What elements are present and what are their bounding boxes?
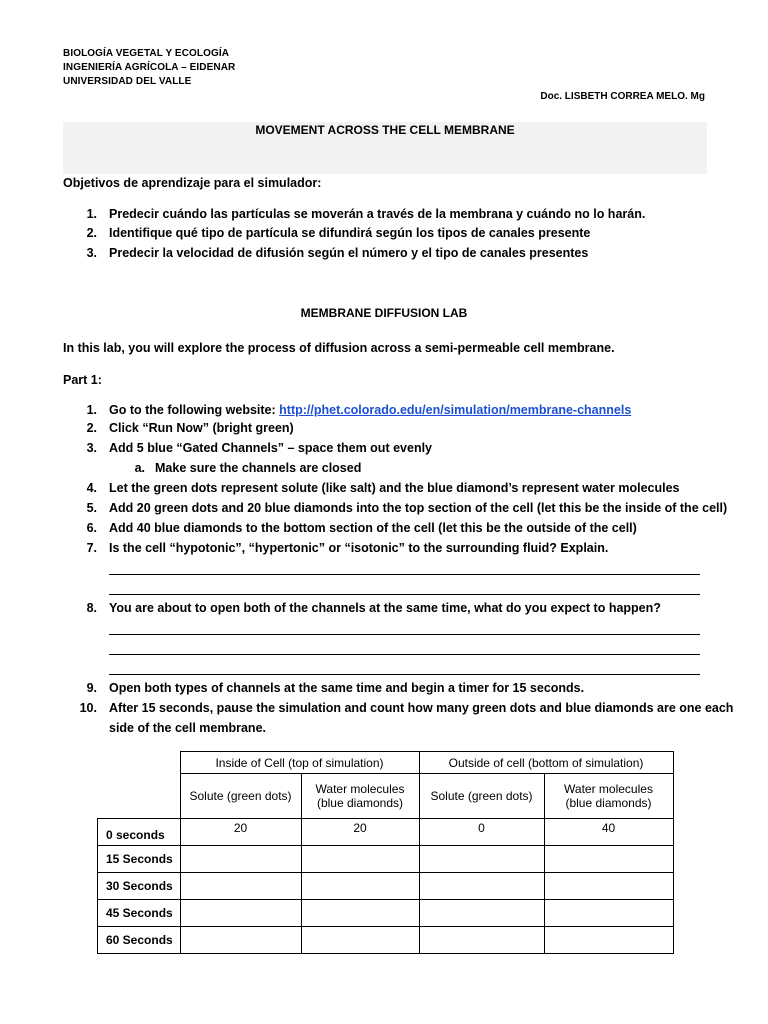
table-cell[interactable] [180, 900, 301, 927]
row-label: 0 seconds [98, 819, 181, 846]
table-cell[interactable] [301, 900, 419, 927]
table-cell[interactable] [544, 927, 673, 954]
step-item: Click “Run Now” (bright green) [109, 421, 294, 435]
table-cell[interactable] [419, 873, 544, 900]
header-line-3: UNIVERSIDAD DEL VALLE [63, 76, 192, 87]
substep-letter: a. [134, 461, 145, 475]
table-cell[interactable] [544, 846, 673, 873]
table-row [98, 819, 674, 846]
diffusion-table [97, 751, 674, 954]
table-cell[interactable] [544, 873, 673, 900]
table-cell[interactable] [419, 927, 544, 954]
table-cell[interactable] [419, 846, 544, 873]
table-cell[interactable] [301, 873, 419, 900]
step-number: 4. [86, 481, 97, 495]
group-header-outside: Outside of cell (bottom of simulation) [419, 752, 673, 774]
substep-item: Make sure the channels are closed [155, 461, 362, 475]
row-label: 60 Seconds [98, 927, 181, 954]
step-number: 10. [79, 701, 97, 715]
lab-heading: MEMBRANE DIFFUSION LAB [300, 306, 468, 320]
row-label: 30 Seconds [98, 873, 181, 900]
col-header-inside-solute: Solute (green dots) [180, 774, 301, 819]
table-cell[interactable]: 20 [301, 819, 419, 846]
step-number: 1. [86, 403, 97, 417]
col-header-text: Water molecules [564, 782, 653, 796]
table-cell[interactable] [301, 927, 419, 954]
table-cell[interactable]: 20 [180, 819, 301, 846]
answer-line[interactable] [109, 594, 700, 595]
table-cell[interactable] [419, 900, 544, 927]
table-cell[interactable]: 0 [419, 819, 544, 846]
step-item: Add 20 green dots and 20 blue diamonds into the top section of the cell (let this be the inside of the cell) [109, 501, 728, 515]
header-line-2: INGENIERÍA AGRÍCOLA – EIDENAR [63, 62, 236, 73]
group-header-inside: Inside of Cell (top of simulation) [180, 752, 419, 774]
phet-link[interactable]: http://phet.colorado.edu/en/simulation/membrane-channels [279, 403, 632, 417]
step-number: 8. [86, 601, 97, 615]
step-item: After 15 seconds, pause the simulation and count how many green dots and blue diamonds are one each [109, 701, 734, 715]
table-cell[interactable] [180, 873, 301, 900]
objective-number: 2. [86, 226, 97, 240]
step-item: Is the cell “hypotonic”, “hypertonic” or “isotonic” to the surrounding fluid? Explain. [109, 541, 609, 555]
objective-item: Predecir cuándo las partículas se moverán a través de la membrana y cuándo no lo harán. [109, 207, 646, 221]
step-number: 2. [86, 421, 97, 435]
objective-item: Identifique qué tipo de partícula se difundirá según los tipos de canales presente [109, 226, 591, 240]
step-number: 9. [86, 681, 97, 695]
table-row [98, 846, 674, 873]
step-number: 7. [86, 541, 97, 555]
page-title: MOVEMENT ACROSS THE CELL MEMBRANE [255, 123, 515, 137]
step-1 [109, 403, 631, 417]
step-number: 3. [86, 441, 97, 455]
answer-line[interactable] [109, 574, 700, 575]
objective-number: 3. [86, 246, 97, 260]
header-line-1: BIOLOGÍA VEGETAL Y ECOLOGÍA [63, 48, 230, 59]
objective-item: Predecir la velocidad de difusión según el número y el tipo de canales presentes [109, 246, 589, 260]
step-item: You are about to open both of the channels at the same time, what do you expect to happen? [109, 601, 661, 615]
col-header-text: (blue diamonds) [565, 796, 652, 810]
table-row [98, 900, 674, 927]
empty-corner [98, 752, 181, 819]
table-cell[interactable] [544, 900, 673, 927]
table-cell[interactable] [180, 927, 301, 954]
answer-line[interactable] [109, 674, 700, 675]
col-header-inside-water [301, 774, 419, 819]
row-label: 45 Seconds [98, 900, 181, 927]
step-item: Add 40 blue diamonds to the bottom section of the cell (let this be the outside of the cell) [109, 521, 637, 535]
step-item: Add 5 blue “Gated Channels” – space them out evenly [109, 441, 432, 455]
table-row [98, 873, 674, 900]
col-header-outside-water [544, 774, 673, 819]
step-number: 6. [86, 521, 97, 535]
answer-line[interactable] [109, 654, 700, 655]
step-item: Let the green dots represent solute (like salt) and the blue diamond’s represent water molecules [109, 481, 680, 495]
table-cell[interactable]: 40 [544, 819, 673, 846]
table-cell[interactable] [301, 846, 419, 873]
lab-intro: In this lab, you will explore the process of diffusion across a semi-permeable cell membrane. [63, 341, 615, 355]
table-row [98, 927, 674, 954]
col-header-text: (blue diamonds) [316, 796, 404, 810]
objectives-heading: Objetivos de aprendizaje para el simulador: [63, 176, 322, 190]
step-item-continued: side of the cell membrane. [109, 721, 266, 735]
answer-line[interactable] [109, 634, 700, 635]
part-label: Part 1: [63, 373, 102, 387]
step-1-prefix: Go to the following website: [109, 403, 280, 417]
col-header-outside-solute: Solute (green dots) [419, 774, 544, 819]
row-label: 15 Seconds [98, 846, 181, 873]
doc-author: Doc. LISBETH CORREA MELO. Mg [540, 91, 705, 102]
col-header-text: Water molecules [315, 782, 405, 796]
objective-number: 1. [86, 207, 97, 221]
step-number: 5. [86, 501, 97, 515]
step-item: Open both types of channels at the same time and begin a timer for 15 seconds. [109, 681, 585, 695]
table-cell[interactable] [180, 846, 301, 873]
